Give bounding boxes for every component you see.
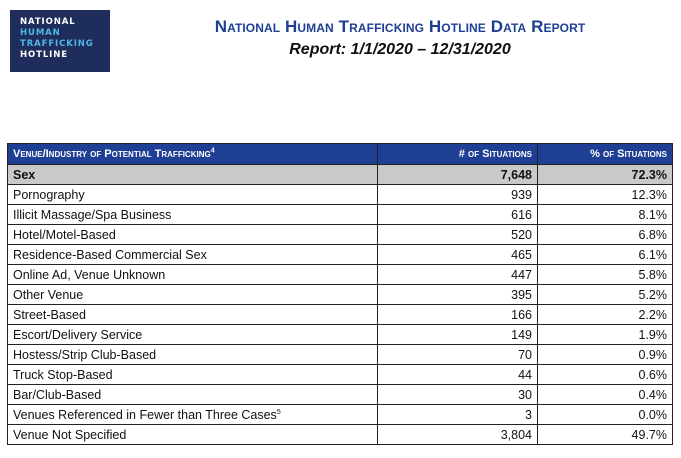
- venue-label-text: Truck Stop-Based: [13, 367, 113, 382]
- venue-label-text: Street-Based: [13, 307, 86, 322]
- table-row: [8, 265, 673, 285]
- situation-percent: 5.8%: [538, 265, 673, 285]
- venue-label-text: Illicit Massage/Spa Business: [13, 207, 172, 222]
- logo-line-trafficking: TRAFFICKING: [20, 39, 94, 49]
- venue-label: [8, 425, 378, 445]
- situation-percent: 0.0%: [538, 405, 673, 425]
- situation-count: 520: [378, 225, 538, 245]
- situation-count: 395: [378, 285, 538, 305]
- footnote-marker: 5: [276, 408, 281, 416]
- situation-percent: 0.9%: [538, 345, 673, 365]
- venue-label-text: Pornography: [13, 187, 85, 202]
- table-row: [8, 425, 673, 445]
- table-header-row: [8, 144, 673, 165]
- situation-count: 70: [378, 345, 538, 365]
- table-row: [8, 225, 673, 245]
- situation-percent: 2.2%: [538, 305, 673, 325]
- logo-line-national: NATIONAL: [20, 17, 76, 27]
- table-row: [8, 365, 673, 385]
- footnote-marker: 4: [210, 147, 215, 155]
- venue-label-text: Venues Referenced in Fewer than Three Cases: [13, 407, 277, 422]
- column-header-venue: [8, 144, 378, 165]
- venue-label: [8, 365, 378, 385]
- situation-count: 30: [378, 385, 538, 405]
- venue-label: [8, 325, 378, 345]
- venue-label: [8, 205, 378, 225]
- situation-percent: 1.9%: [538, 325, 673, 345]
- situation-count: 7,648: [378, 165, 538, 185]
- venue-label-text: Hostess/Strip Club-Based: [13, 347, 157, 362]
- situation-percent: 72.3%: [538, 165, 673, 185]
- venue-label: [8, 405, 378, 425]
- venue-label-text: Sex: [13, 167, 36, 182]
- venue-label: [8, 245, 378, 265]
- column-header-percent: % of Situations: [538, 144, 673, 165]
- report-title: National Human Trafficking Hotline Data Report: [214, 17, 586, 36]
- venue-label-text: Other Venue: [13, 287, 84, 302]
- venue-label: [8, 305, 378, 325]
- situation-count: 939: [378, 185, 538, 205]
- venue-label: [8, 385, 378, 405]
- table-row: [8, 285, 673, 305]
- table-row: [8, 325, 673, 345]
- table-row: [8, 305, 673, 325]
- situation-percent: 5.2%: [538, 285, 673, 305]
- situation-count: 44: [378, 365, 538, 385]
- venue-label-text: Online Ad, Venue Unknown: [13, 267, 166, 282]
- hotline-logo: [10, 10, 110, 72]
- venue-label: [8, 165, 378, 185]
- situation-count: 465: [378, 245, 538, 265]
- situation-count: 3,804: [378, 425, 538, 445]
- table-row: [8, 185, 673, 205]
- situation-percent: 49.7%: [538, 425, 673, 445]
- venue-label-text: Bar/Club-Based: [13, 387, 102, 402]
- logo-line-human: HUMAN: [20, 28, 61, 38]
- situation-percent: 12.3%: [538, 185, 673, 205]
- report-date-range: Report: 1/1/2020 – 12/31/2020: [289, 41, 511, 58]
- venue-label-text: Residence-Based Commercial Sex: [13, 247, 207, 262]
- table-row: [8, 245, 673, 265]
- situation-count: 166: [378, 305, 538, 325]
- venue-label-text: Venue Not Specified: [13, 427, 127, 442]
- situation-count: 149: [378, 325, 538, 345]
- table-row: [8, 165, 673, 185]
- table-row: [8, 405, 673, 425]
- venue-data-table: [7, 143, 673, 445]
- venue-label: [8, 345, 378, 365]
- table-row: [8, 345, 673, 365]
- situation-percent: 8.1%: [538, 205, 673, 225]
- venue-label-text: Escort/Delivery Service: [13, 327, 143, 342]
- situation-count: 3: [378, 405, 538, 425]
- table-row: [8, 205, 673, 225]
- situation-count: 447: [378, 265, 538, 285]
- situation-percent: 0.4%: [538, 385, 673, 405]
- venue-label: [8, 185, 378, 205]
- situation-percent: 0.6%: [538, 365, 673, 385]
- situation-count: 616: [378, 205, 538, 225]
- situation-percent: 6.8%: [538, 225, 673, 245]
- column-header-situations: # of Situations: [378, 144, 538, 165]
- logo-line-hotline: HOTLINE: [20, 50, 68, 60]
- table-row: [8, 385, 673, 405]
- column-header-venue-label: Venue/Industry of Potential Trafficking: [13, 148, 211, 160]
- venue-label-text: Hotel/Motel-Based: [13, 227, 116, 242]
- situation-percent: 6.1%: [538, 245, 673, 265]
- venue-label: [8, 285, 378, 305]
- venue-label: [8, 225, 378, 245]
- venue-label: [8, 265, 378, 285]
